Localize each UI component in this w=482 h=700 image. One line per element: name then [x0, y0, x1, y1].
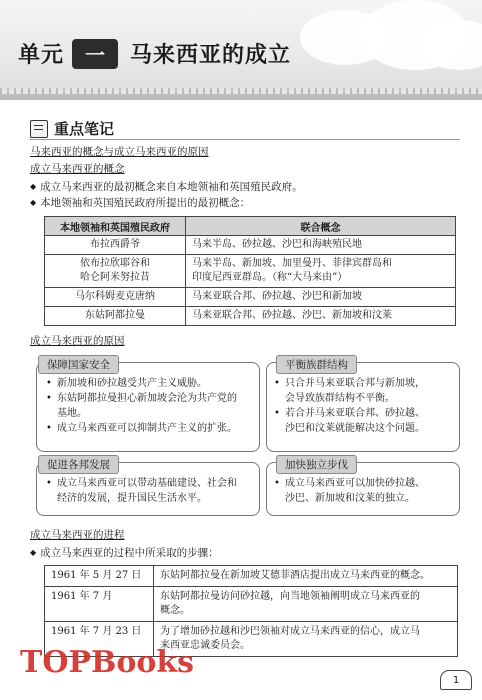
event-cell: 东姑阿都拉曼访问砂拉越，向当地领袖阐明成立马来西亚的 概念。 — [154, 587, 458, 622]
reason-tag: 保障国家安全 — [38, 355, 119, 374]
table-row — [45, 307, 456, 326]
concept-cell: 马来半岛、新加坡、加里曼丹、菲律宾群岛和 印度尼西亚群岛。（称“大马来由”） — [186, 255, 456, 288]
list-item: • 新加坡和砂拉越受共产主义威胁。 — [46, 376, 237, 391]
reasons-heading: 成立马来西亚的原因 — [30, 335, 125, 347]
unit-number: 一 — [72, 39, 118, 69]
list-item: • 东姑阿都拉曼担心新加坡会沦为共产党的 基地。 — [46, 391, 237, 421]
list-item: • 只合并马来亚联合邦与新加坡， 会导致族群结构不平衡。 — [274, 376, 425, 406]
table-row — [45, 587, 458, 622]
table-header-row — [45, 217, 456, 236]
table-row — [45, 566, 458, 587]
reason-list — [46, 376, 237, 436]
process-intro: ◆ 成立马来西亚的过程中所采取的步骤： — [30, 546, 219, 561]
leader-cell: 依布拉欣耶谷和 哈仑阿米努拉昔 — [45, 255, 186, 288]
leader-cell: 布拉西爵爷 — [45, 236, 186, 255]
concept-table — [44, 216, 456, 326]
process-table — [44, 565, 458, 657]
date-cell: 1961 年 5 月 27 日 — [45, 566, 154, 587]
section-title: 重点笔记 — [54, 120, 115, 138]
reason-list — [46, 476, 237, 506]
concept-cell: 马来亚联合邦、砂拉越、沙巴和新加坡 — [186, 288, 456, 307]
page-number: 1 — [440, 670, 472, 690]
reason-tag: 促进各邦发展 — [38, 455, 119, 474]
date-cell: 1961 年 7 月 23 日 — [45, 622, 154, 657]
table-row — [45, 288, 456, 307]
reason-tag: 平衡族群结构 — [276, 355, 357, 374]
section-heading — [30, 118, 114, 139]
concept-cell: 马来亚联合邦、砂拉越、沙巴、新加坡和汶莱 — [186, 307, 456, 326]
reason-list — [274, 476, 425, 506]
divider — [30, 139, 460, 140]
intro-heading: 马来西亚的概念与成立马来西亚的原因 — [30, 146, 209, 158]
watermark-logo: TOPBooks — [20, 645, 195, 680]
header-banner — [0, 0, 482, 100]
unit-label: 单元 — [18, 42, 65, 68]
page-title: 马来西亚的成立 — [130, 42, 292, 68]
list-item: • 成立马来西亚可以抑制共产主义的扩张。 — [46, 421, 237, 436]
notebook-icon — [30, 120, 48, 138]
intro-bullet: ◆ 成立马来西亚的最初概念来自本地领袖和英国殖民政府。 — [30, 180, 303, 195]
date-cell: 1961 年 7 月 — [45, 587, 154, 622]
event-cell: 为了增加砂拉越和沙巴领袖对成立马来西亚的信心，成立马 来西亚忠诚委员会。 — [154, 622, 458, 657]
process-heading: 成立马来西亚的进程 — [30, 529, 125, 541]
table-row — [45, 236, 456, 255]
intro-subheading: 成立马来西亚的概念 — [30, 163, 125, 175]
reason-list — [274, 376, 425, 436]
chapter-title — [18, 38, 291, 69]
column-header: 联合概念 — [186, 217, 456, 236]
list-item: • 成立马来西亚可以加快砂拉越、 沙巴、新加坡和汶莱的独立。 — [274, 476, 425, 506]
leader-cell: 东姑阿都拉曼 — [45, 307, 186, 326]
event-cell: 东姑阿都拉曼在新加坡艾德菲酒店提出成立马来西亚的概念。 — [154, 566, 458, 587]
table-row — [45, 255, 456, 288]
grass-decoration — [0, 94, 482, 100]
column-header: 本地领袖和英国殖民政府 — [45, 217, 186, 236]
list-item: • 若合并马来亚联合邦、砂拉越、 沙巴和汶莱就能解决这个问题。 — [274, 406, 425, 436]
concept-cell: 马来半岛、砂拉越、沙巴和海峡殖民地 — [186, 236, 456, 255]
intro-bullet: ◆ 本地领袖和英国殖民政府所提出的最初概念： — [30, 196, 250, 211]
reason-tag: 加快独立步伐 — [276, 455, 357, 474]
list-item: • 成立马来西亚可以带动基础建设、社会和 经济的发展，提升国民生活水平。 — [46, 476, 237, 506]
leader-cell: 马尔科姆麦克唐纳 — [45, 288, 186, 307]
